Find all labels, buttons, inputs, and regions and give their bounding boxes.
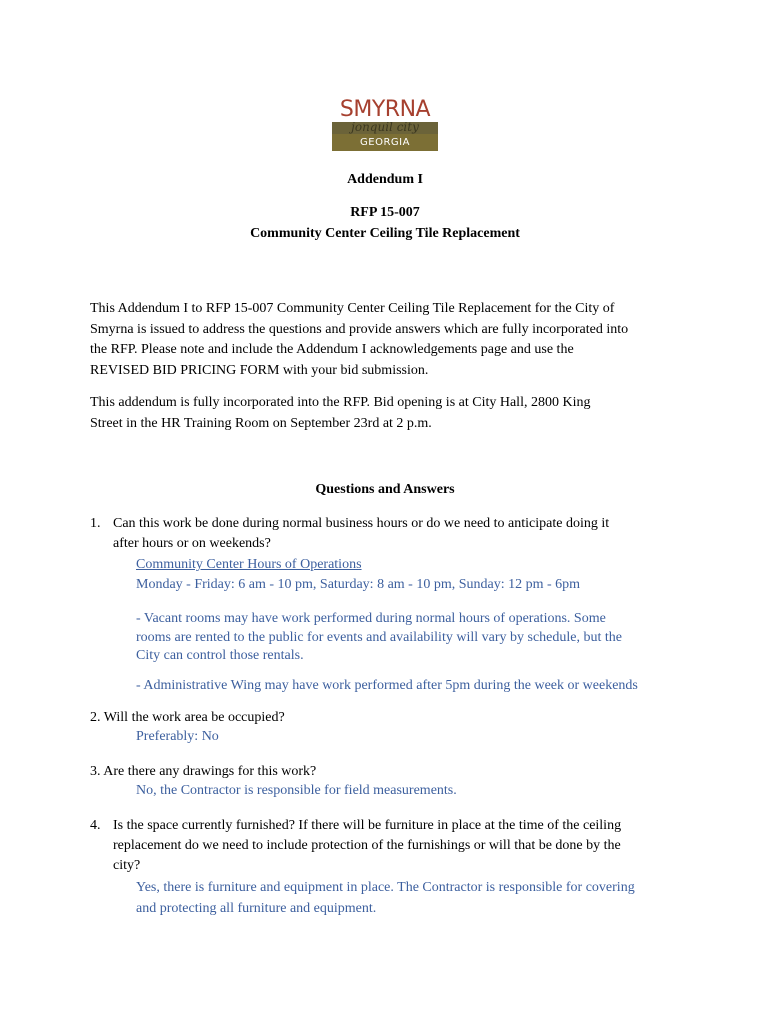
bid-opening-line: This addendum is fully incorporated into the RFP. Bid opening is at City Hall, 2800 King [90, 395, 591, 410]
q4-line: replacement do we need to include protection of the furnishings or will that be done by the [113, 838, 621, 853]
intro-paragraph [90, 299, 690, 381]
intro-line: the RFP. Please note and include the Addendum I acknowledgements page and use the [90, 342, 574, 357]
hours-of-operation: Monday - Friday: 6 am - 10 pm, Saturday: 8 am - 10 pm, Sunday: 12 pm - 6pm [136, 577, 581, 592]
q3-answer: No, the Contractor is responsible for field measurements. [136, 783, 457, 798]
logo-state: GEORGIA [360, 137, 410, 148]
q2-answer: Preferably: No [136, 729, 219, 744]
vacant-line: rooms are rented to the public for events and availability will vary by schedule, but the [136, 629, 622, 645]
intro-line: This Addendum I to RFP 15-007 Community Center Ceiling Tile Replacement for the City of [90, 301, 615, 316]
q4-text [113, 816, 713, 876]
logo-wordmark: SMYRNA [339, 97, 431, 122]
vacant-line: City can control those rentals. [136, 648, 304, 663]
smyrna-logo [332, 97, 438, 151]
qa-heading: Questions and Answers [315, 482, 455, 497]
q4-line: Is the space currently furnished? If there will be furniture in place at the time of the ceiling [113, 818, 622, 833]
hours-of-operation-link[interactable]: Community Center Hours of Operations [136, 557, 362, 572]
bid-opening-line: Street in the HR Training Room on September 23rd at 2 p.m. [90, 415, 432, 431]
q1-text [113, 514, 713, 554]
q4-answer-line: and protecting all furniture and equipment. [136, 901, 377, 916]
q4-answer [136, 877, 716, 919]
administrative-wing-answer: - Administrative Wing may have work performed after 5pm during the week or weekends [136, 678, 638, 693]
intro-line: Smyrna is issued to address the questions and provide answers which are fully incorporated into [90, 321, 629, 337]
bid-opening-paragraph [90, 393, 690, 434]
q1-line: Can this work be done during normal business hours or do we need to anticipate doing it [113, 516, 610, 531]
q2-text: 2. Will the work area be occupied? [90, 710, 285, 725]
q1-number: 1. [90, 516, 101, 531]
q4-number: 4. [90, 818, 101, 833]
addendum-title: Addendum I [347, 172, 423, 187]
q4-line: city? [113, 858, 141, 873]
q4-answer-line: Yes, there is furniture and equipment in place. The Contractor is responsible for covering [136, 880, 635, 895]
vacant-line: - Vacant rooms may have work performed during normal hours of operations. Some [136, 611, 606, 626]
q1-line: after hours or on weekends? [113, 536, 271, 551]
intro-line: REVISED BID PRICING FORM with your bid submission. [90, 362, 429, 378]
logo-tagline: jonquil city [351, 120, 419, 134]
vacant-rooms-answer [136, 610, 696, 666]
project-title: Community Center Ceiling Tile Replacement [250, 226, 520, 241]
q3-text: 3. Are there any drawings for this work? [90, 764, 317, 779]
rfp-number: RFP 15-007 [350, 205, 420, 220]
